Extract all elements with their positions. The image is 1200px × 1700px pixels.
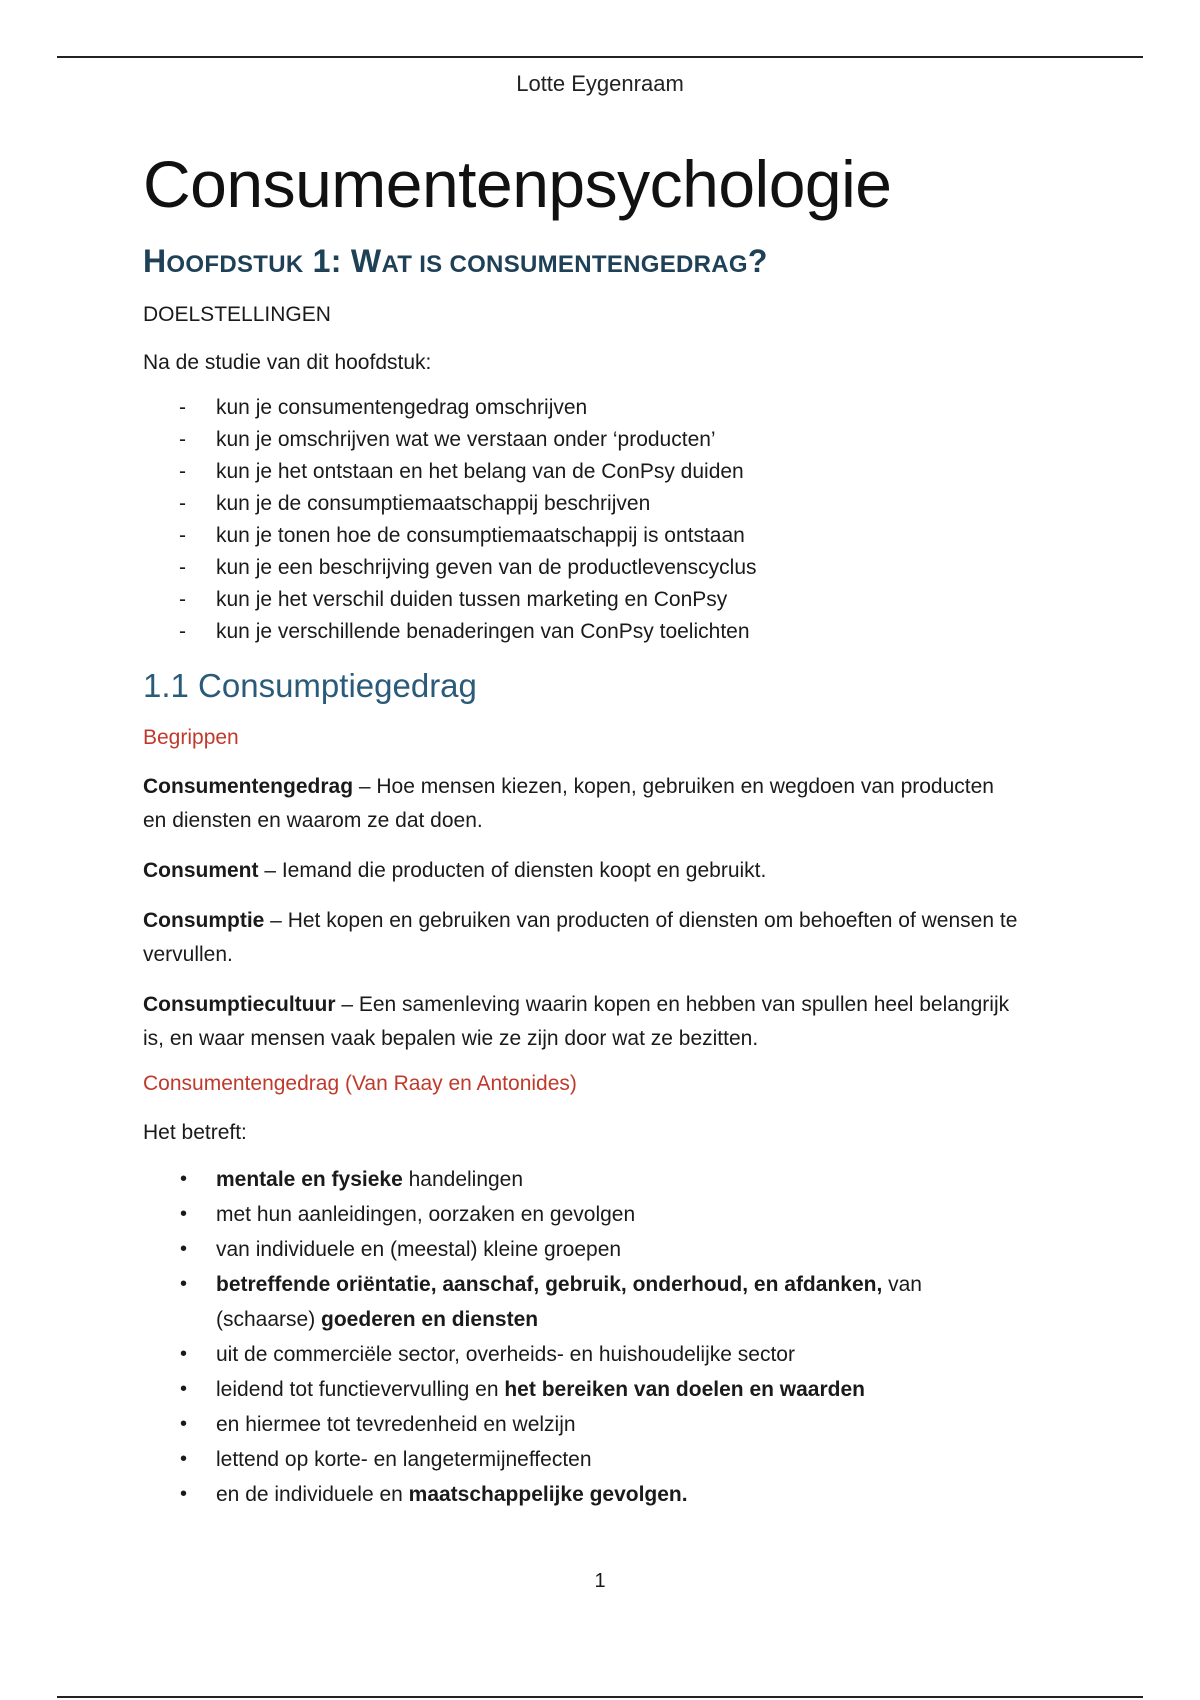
list-item: • met hun aanleidingen, oorzaken en gevolgen [143,1197,1023,1232]
list-item: - kun je tonen hoe de consumptiemaatschappij is ontstaan [143,520,1023,552]
list-item: • lettend op korte- en langetermijneffecten [143,1442,1023,1477]
list-item: - kun je consumentengedrag omschrijven [143,392,1023,424]
section-heading: 1.1 Consumptiegedrag [143,667,477,704]
list-item: • leidend tot functievervulling en het bereiken van doelen en waarden [143,1372,1023,1407]
objectives-list [143,392,1023,648]
objectives-intro: Na de studie van dit hoofdstuk: [143,351,432,374]
list-item: - kun je de consumptiemaatschappij beschrijven [143,488,1023,520]
list-item: - kun je verschillende benaderingen van ConPsy toelichten [143,616,1023,648]
list-item: • en de individuele en maatschappelijke gevolgen. [143,1477,1023,1512]
chapter-heading: HOOFDSTUK 1: WAT IS CONSUMENTENGEDRAG? [143,243,768,279]
page-header-author: Lotte Eygenraam [516,71,684,96]
document-body [143,140,1023,1512]
definition-term: Consumentengedrag [143,775,354,798]
definition-term: Consumptie [143,909,265,932]
list-item: • uit de commerciële sector, overheids- en huishoudelijke sector [143,1337,1023,1372]
definition: Consumentengedrag – Hoe mensen kiezen, kopen, gebruiken en wegdoen van producten en diensten en waarom ze dat doen. [143,775,994,832]
list-item: - kun je een beschrijving geven van de productlevenscyclus [143,552,1023,584]
list-item: - kun je het ontstaan en het belang van de ConPsy duiden [143,456,1023,488]
concepts-label: Begrippen [143,726,239,749]
definition: Consument – Iemand die producten of diensten koopt en gebruikt. [143,859,767,882]
list-item: - kun je omschrijven wat we verstaan onder ‘producten’ [143,424,1023,456]
list-item: • betreffende oriëntatie, aanschaf, gebruik, onderhoud, en afdanken, van (schaarse) goederen en diensten [143,1267,1023,1337]
page-number: 1 [594,1570,606,1592]
footer-rule [57,1696,1143,1698]
characteristics-list [143,1162,1023,1512]
definition: Consumptiecultuur – Een samenleving waarin kopen en hebben van spullen heel belangrijk is, en waar mensen vaak bepalen wie ze zijn door wat ze bezitten. [143,993,1010,1050]
list-item: • mentale en fysieke handelingen [143,1162,1023,1197]
list-item: • en hiermee tot tevredenheid en welzijn [143,1407,1023,1442]
objectives-label: DOELSTELLINGEN [143,303,331,326]
source-label: Consumentengedrag (Van Raay en Antonides) [143,1072,577,1095]
bullets-intro: Het betreft: [143,1121,247,1144]
header-rule [57,56,1143,58]
definition: Consumptie – Het kopen en gebruiken van producten of diensten om behoeften of wensen te vervullen. [143,909,1018,966]
document-title: Consumentenpsychologie [143,147,892,221]
list-item: - kun je het verschil duiden tussen marketing en ConPsy [143,584,1023,616]
definition-term: Consumptiecultuur [143,993,336,1016]
list-item: • van individuele en (meestal) kleine groepen [143,1232,1023,1267]
definition-term: Consument [143,859,259,882]
